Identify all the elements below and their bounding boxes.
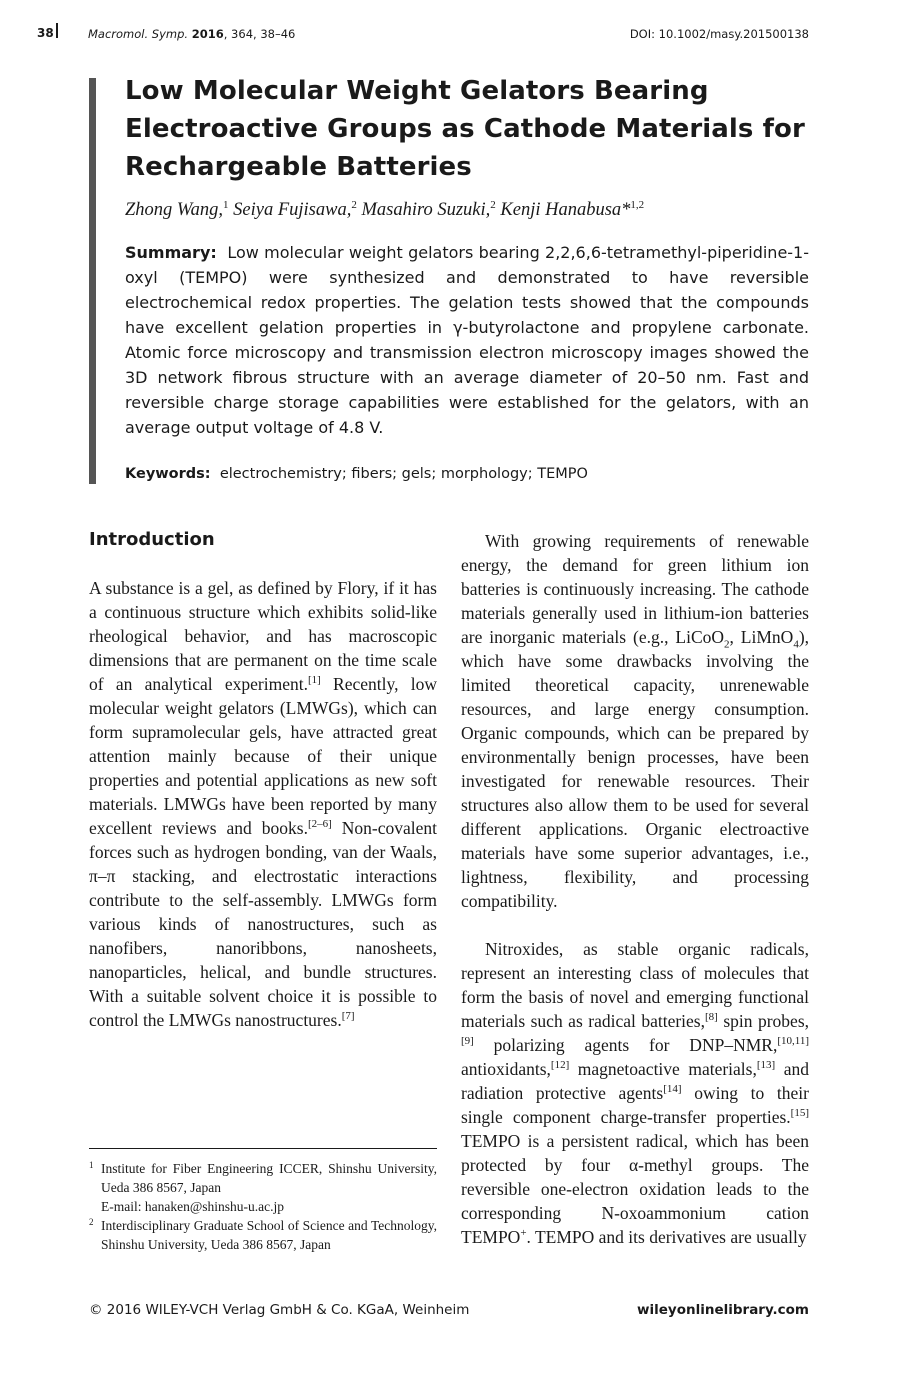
citation-ref[interactable]: [12] <box>550 1059 570 1072</box>
citation-ref[interactable]: [9] <box>461 1035 474 1048</box>
author-name: Seiya Fujisawa, <box>233 200 352 221</box>
paragraph-text: . TEMPO and its derivatives are usually <box>526 1227 807 1247</box>
citation-ref[interactable]: [15] <box>790 1107 809 1120</box>
paragraph-text: and radiation protective agents <box>461 1059 809 1103</box>
citation-ref[interactable]: [10,11] <box>777 1035 809 1048</box>
paragraph-text: A substance is a gel, as defined by Flory, if it has a continuous structure which exhibits solid-like rheological behavior, and has macroscopic dimensions that are permanent on the time scale of an analytical experiment. <box>89 578 437 694</box>
author-affiliation: 2 <box>490 199 496 211</box>
paragraph-text: owing to their single component charge-transfer properties. <box>461 1083 809 1127</box>
page-number: 38 <box>37 26 54 40</box>
citation-ref[interactable]: [2–6] <box>307 818 332 831</box>
doi: DOI: 10.1002/masy.201500138 <box>629 27 809 41</box>
paragraph-text: antioxidants, <box>461 1059 551 1079</box>
article-title: Low Molecular Weight Gelators Bearing Electroactive Groups as Cathode Materials for Rechargeable Batteries <box>125 76 805 182</box>
paragraph-text: spin probes, <box>717 1011 809 1031</box>
abstract-sidebar-bar <box>89 78 96 484</box>
author-list <box>125 199 644 221</box>
journal-name: Macromol. Symp. <box>88 27 189 41</box>
author-name: Zhong Wang, <box>125 200 224 221</box>
author-name: Masahiro Suzuki, <box>361 200 491 221</box>
footnote <box>89 1216 437 1254</box>
paragraph-text: Nitroxides, as stable organic radicals, represent an interesting class of molecules that form the basis of novel and emerging functional materials such as radical batteries, <box>461 939 809 1031</box>
paragraph-text: ), which have some drawbacks involving the limited theoretical capacity, unrenewable resources, and large energy consumption. Organic compounds, which can be prepared by environmentally benign processes, have been investigated for renewable resources. Their structures also allow them to be used for several different applications. Organic electroactive materials have some superior advantages, i.e., lightness, flexibility, and processing compatibility. <box>461 627 810 911</box>
footnote-text: Institute for Fiber Engineering ICCER, Shinshu University, Ueda 386 8567, Japan <box>101 1161 437 1195</box>
summary-label: Summary: <box>125 243 217 262</box>
paragraph-text: polarizing agents for DNP–NMR, <box>473 1035 778 1055</box>
subscript: 2 <box>724 638 730 651</box>
footnote <box>89 1159 437 1216</box>
keywords-text: electrochemistry; fibers; gels; morphology; TEMPO <box>219 466 588 482</box>
footnote-text: Interdisciplinary Graduate School of Science and Technology, Shinshu University, Ueda 386 8567, Japan <box>101 1218 437 1252</box>
keywords-label: Keywords: <box>125 466 211 482</box>
intro-paragraph-1 <box>89 576 437 1032</box>
paragraph-text: With growing requirements of renewable energy, the demand for green lithium ion batteries is continuously increasing. The cathode materials generally used in lithium-ion batteries are inorganic materials (e.g., LiCoO <box>461 531 809 647</box>
keywords <box>125 466 588 482</box>
page-number-divider <box>56 23 58 38</box>
website-link[interactable]: wileyonlinelibrary.com <box>637 1302 809 1318</box>
subscript: 4 <box>793 638 799 651</box>
summary <box>125 240 809 440</box>
author-affiliation: 2 <box>351 199 357 211</box>
footnotes <box>89 1159 437 1254</box>
footnote-mark: 1 <box>89 1160 94 1170</box>
footnote-email[interactable]: E-mail: hanaken@shinshu-u.ac.jp <box>101 1199 285 1214</box>
footnote-mark: 2 <box>89 1217 94 1227</box>
paragraph-text: Non-covalent forces such as hydrogen bonding, van der Waals, π–π stacking, and electrostatic interactions contribute to the self-assembly. LMWGs form various kinds of nanostructures, such as nanofibers, nanoribbons, nanosheets, nanoparticles, helical, and bundle structures. With a suitable solvent choice it is possible to control the LMWGs nanostructures. <box>89 818 437 1030</box>
citation-ref[interactable]: [1] <box>307 674 321 687</box>
paragraph-text: Recently, low molecular weight gelators (LMWGs), which can form supramolecular gels, have attracted great attention mainly because of their unique properties and potential applications as new soft materials. LMWGs have been reported by many excellent reviews and books. <box>89 674 437 838</box>
journal-citation <box>88 27 295 41</box>
paragraph-text: , LiMnO <box>729 627 794 647</box>
author-affiliation: 1,2 <box>630 199 645 211</box>
paragraph-text: TEMPO is a persistent radical, which has been protected by four α-methyl groups. The reversible one-electron oxidation leads to the corresponding N-oxoammonium cation TEMPO <box>461 1131 809 1247</box>
superscript: + <box>520 1227 527 1240</box>
author-name: Kenji Hanabusa* <box>500 200 631 221</box>
citation-ref[interactable]: [8] <box>705 1011 718 1024</box>
citation-ref[interactable]: [13] <box>756 1059 776 1072</box>
journal-volume: , 364, 38–46 <box>223 27 296 41</box>
citation-ref[interactable]: [7] <box>341 1010 355 1023</box>
author-affiliation: 1 <box>223 199 229 211</box>
intro-paragraph-2 <box>461 529 809 913</box>
paragraph-text: magnetoactive materials, <box>569 1059 757 1079</box>
copyright: © 2016 WILEY-VCH Verlag GmbH & Co. KGaA, Weinheim <box>89 1302 470 1318</box>
intro-paragraph-3 <box>461 937 809 1249</box>
journal-year: 2016 <box>191 27 224 41</box>
footnote-rule <box>89 1148 437 1149</box>
citation-ref[interactable]: [14] <box>663 1083 682 1096</box>
section-heading-introduction: Introduction <box>89 529 215 550</box>
summary-text: Low molecular weight gelators bearing 2,2,6,6-tetramethyl-piperidine-1-oxyl (TEMPO) were synthesized and demonstrated to have reversible electrochemical redox properties. The gelation tests showed that the compounds have excellent gelation properties in γ-butyrolactone and propylene carbonate. Atomic force microscopy and transmission electron microscopy images showed the 3D network fibrous structure with an average diameter of 20–50 nm. Fast and reversible charge storage capabilities were established for the gelators, with an average output voltage of 4.8 V. <box>125 243 810 437</box>
